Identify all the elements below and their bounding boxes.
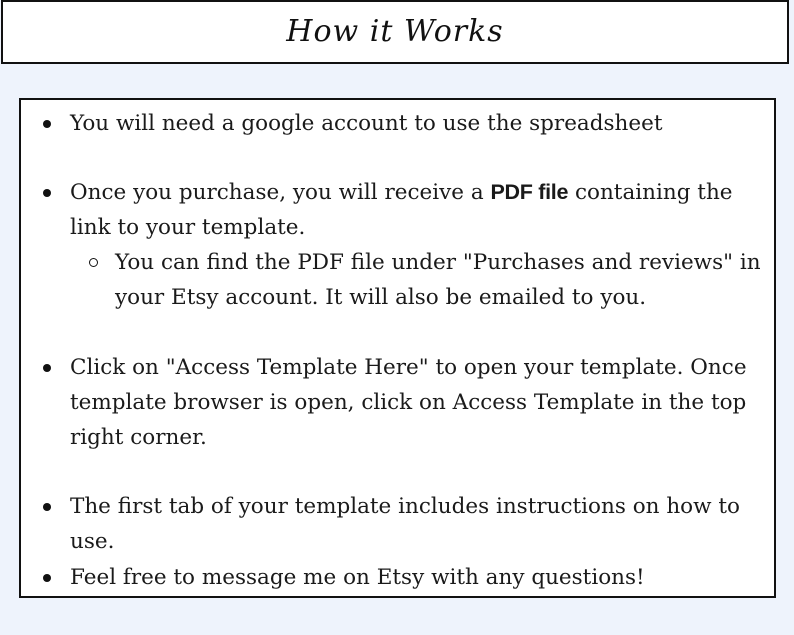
list-item bbox=[70, 106, 770, 141]
sub-bullet-icon bbox=[89, 258, 98, 267]
list-item bbox=[70, 350, 770, 455]
list-item-text: The first tab of your template includes instructions on how to use. bbox=[70, 494, 740, 554]
bullet-icon bbox=[43, 120, 51, 128]
instructions-panel bbox=[19, 98, 776, 598]
title-banner bbox=[1, 0, 789, 64]
list-item bbox=[70, 175, 770, 245]
list-item-text-part: Once you purchase, you will receive a bbox=[70, 180, 491, 205]
sub-list-item-text: You can find the PDF file under "Purchases and reviews" in your Etsy account. It will also be emailed to you. bbox=[115, 250, 761, 310]
bullet-icon bbox=[43, 574, 51, 582]
pdf-file-emphasis: PDF file bbox=[490, 180, 569, 204]
list-item-text: You will need a google account to use the spreadsheet bbox=[70, 111, 663, 136]
sub-list-item bbox=[115, 245, 775, 315]
list-item-text: Feel free to message me on Etsy with any questions! bbox=[70, 565, 645, 590]
list-item-text-part: containing the link to your template. bbox=[70, 180, 733, 240]
bullet-icon bbox=[43, 364, 51, 372]
list-item bbox=[70, 489, 770, 559]
page-title: How it Works bbox=[286, 14, 504, 49]
list-item-text: Click on "Access Template Here" to open your template. Once template browser is open, click on Access Template in the top right corner. bbox=[70, 355, 747, 450]
bullet-icon bbox=[43, 503, 51, 511]
bullet-icon bbox=[43, 189, 51, 197]
list-item-text bbox=[70, 175, 770, 245]
list-item bbox=[70, 560, 770, 595]
